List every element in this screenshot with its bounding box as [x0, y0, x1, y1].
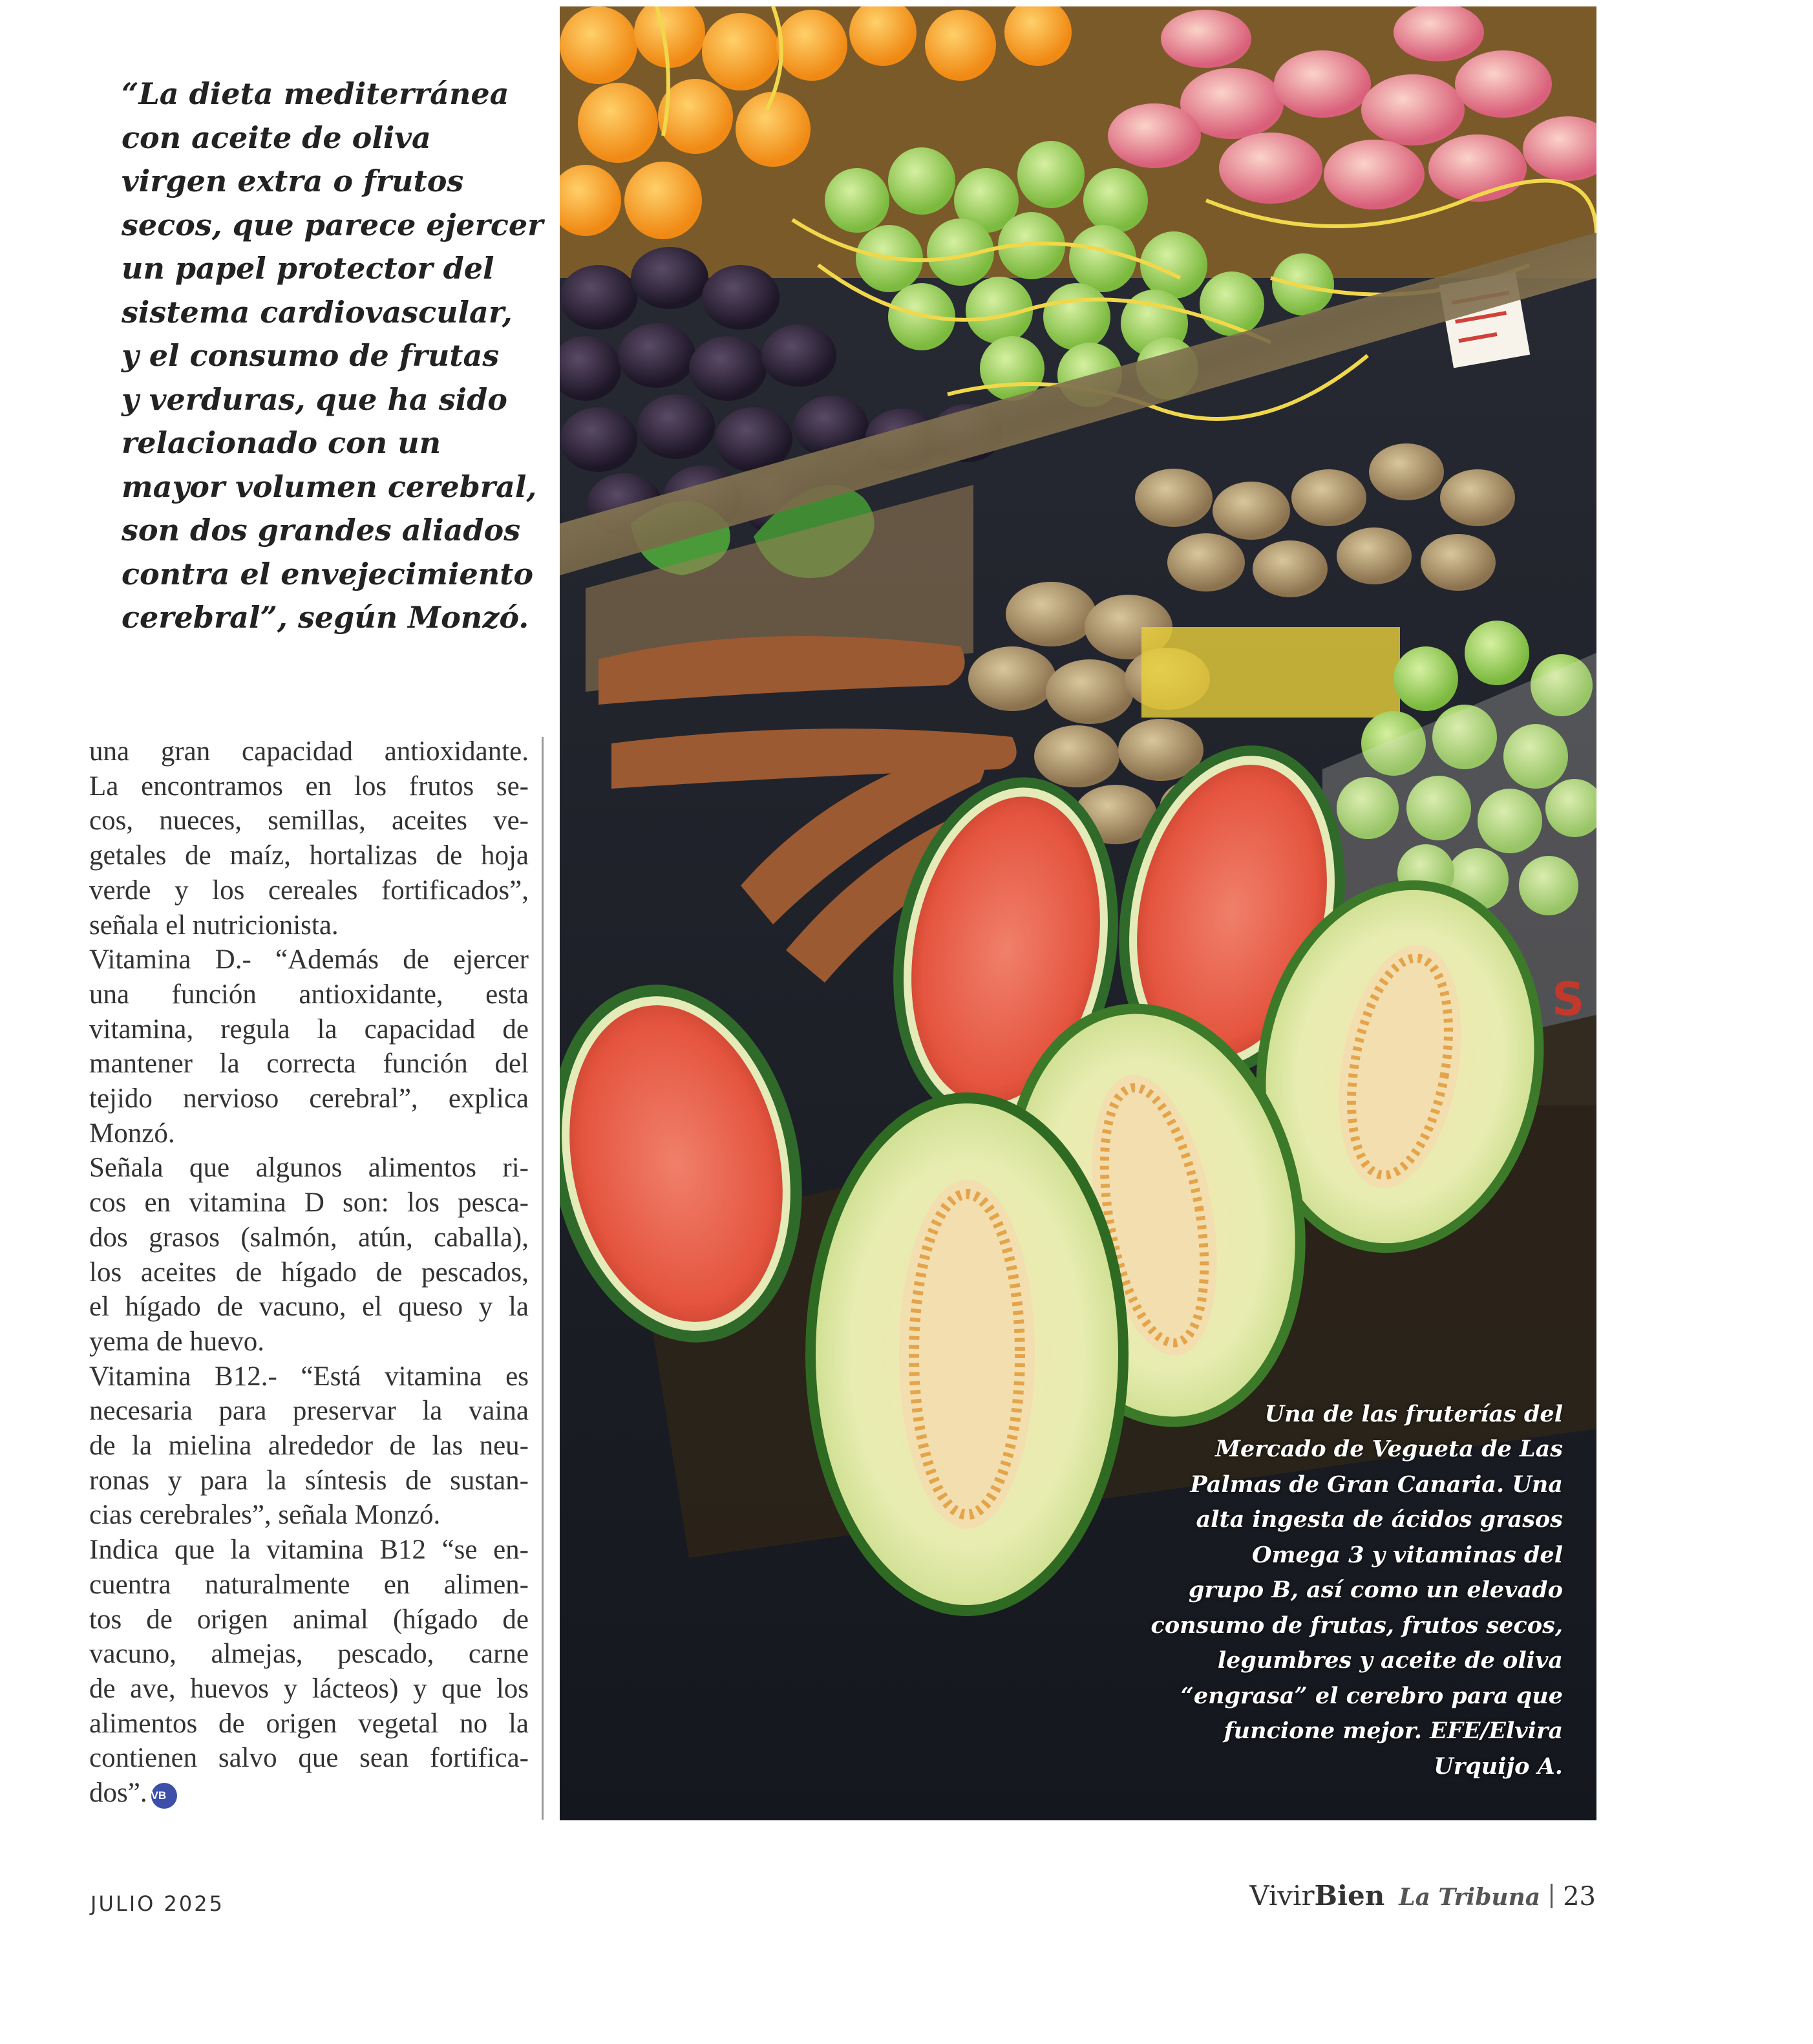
body-line: vacuno, almejas, pescado, carne	[89, 1639, 529, 1670]
caption-line: Palmas de Gran Canaria. Una	[1190, 1471, 1563, 1498]
magazine-name-bien: Bien	[1314, 1880, 1385, 1911]
issue-date: JULIO 2025	[90, 1891, 224, 1916]
body-line: alimentos de origen vegetal no la	[89, 1708, 529, 1739]
body-line: Vitamina B12.- “Está vitamina es	[89, 1361, 529, 1392]
photo-caption	[1149, 1397, 1563, 1785]
vb-end-badge: VB	[151, 1783, 177, 1809]
pull-quote-line: mayor volumen cerebral,	[122, 469, 537, 504]
caption-line: Una de las fruterías del	[1264, 1400, 1563, 1427]
body-line: tos de origen animal (hígado de	[89, 1604, 529, 1635]
body-line: cias cerebrales”, señala Monzó.	[89, 1500, 441, 1531]
body-line: de ave, huevos y lácteos) y que los	[89, 1673, 529, 1704]
body-line-last	[89, 1776, 529, 1811]
pull-quote-line: “La dieta mediterránea	[122, 76, 509, 111]
pull-quote-line: secos, que parece ejercer	[122, 207, 544, 242]
pull-quote-line: virgen extra o frutos	[122, 164, 464, 198]
body-line: yema de huevo.	[89, 1326, 265, 1357]
newspaper-logo: La Tribuna	[1399, 1884, 1541, 1911]
body-line: La encontramos en los frutos se-	[89, 771, 529, 802]
body-line: Señala que algunos alimentos ri-	[89, 1153, 529, 1184]
body-line: Monzó.	[89, 1118, 175, 1149]
article-body	[89, 734, 529, 1811]
body-last-text: dos”.	[89, 1778, 147, 1809]
body-line: Vitamina D.- “Además de ejercer	[89, 944, 529, 975]
caption-line: Urquijo A.	[1434, 1752, 1563, 1780]
body-line: dos grasos (salmón, atún, caballa),	[89, 1222, 529, 1253]
pull-quote-line: contra el envejecimiento	[122, 556, 534, 591]
caption-line: legumbres y aceite de oliva	[1217, 1647, 1563, 1674]
body-line: mantener la correcta función del	[89, 1049, 529, 1080]
page-number: 23	[1563, 1882, 1596, 1911]
caption-line: alta ingesta de ácidos grasos	[1196, 1506, 1563, 1533]
body-line: verde y los cereales fortificados”,	[89, 875, 529, 906]
body-line: una función antioxidante, esta	[89, 979, 529, 1010]
column-divider	[542, 737, 544, 1820]
caption-line: grupo B, así como un elevado	[1188, 1577, 1563, 1603]
footer-divider	[1551, 1884, 1553, 1908]
magazine-name-vivir: Vivir	[1249, 1880, 1315, 1911]
body-line: tejido nervioso cerebral”, explica	[89, 1083, 529, 1114]
caption-line: Omega 3 y vitaminas del	[1251, 1541, 1563, 1568]
caption-line: Mercado de Vegueta de Las	[1215, 1436, 1563, 1462]
pull-quote-line: y el consumo de frutas	[122, 338, 500, 373]
pull-quote-line: y verduras, que ha sido	[122, 381, 507, 417]
body-line: de la mielina alrededor de las neu-	[89, 1431, 529, 1462]
body-line: una gran capacidad antioxidante.	[89, 736, 529, 767]
pull-quote-line: un papel protector del	[122, 251, 494, 286]
caption-line: consumo de frutas, frutos secos,	[1150, 1612, 1563, 1639]
pull-quote-line: cerebral”, según Monzó.	[122, 600, 529, 635]
body-line: señala el nutricionista.	[89, 910, 339, 941]
svg-text:S: S	[1552, 973, 1585, 1026]
body-line: cos en vitamina D son: los pesca-	[89, 1187, 529, 1219]
body-line: getales de maíz, hortalizas de hoja	[89, 840, 529, 871]
body-line: vitamina, regula la capacidad de	[89, 1014, 529, 1045]
page-footer-brand	[1249, 1880, 1596, 1911]
pull-quote-line: con aceite de oliva	[122, 120, 431, 155]
body-line: cos, nueces, semillas, aceites ve-	[89, 805, 529, 836]
body-line: necesaria para preservar la vaina	[89, 1396, 529, 1427]
body-line: Indica que la vitamina B12 “se en-	[89, 1535, 529, 1566]
body-line: el hígado de vacuno, el queso y la	[89, 1292, 529, 1323]
pull-quote	[122, 72, 548, 640]
caption-line: funcione mejor. EFE/Elvira	[1224, 1718, 1563, 1744]
fruit-stall-photo	[560, 6, 1596, 1820]
body-line: contienen salvo que sean fortifica-	[89, 1743, 529, 1774]
pull-quote-line: relacionado con un	[122, 425, 441, 460]
pull-quote-line: sistema cardiovascular,	[122, 294, 513, 330]
caption-line: “engrasa” el cerebro para que	[1180, 1682, 1563, 1709]
body-line: cuentra naturalmente en alimen-	[89, 1569, 529, 1600]
body-line: los aceites de hígado de pescados,	[89, 1257, 529, 1288]
pull-quote-line: son dos grandes aliados	[122, 513, 521, 548]
body-line: ronas y para la síntesis de sustan-	[89, 1465, 529, 1496]
